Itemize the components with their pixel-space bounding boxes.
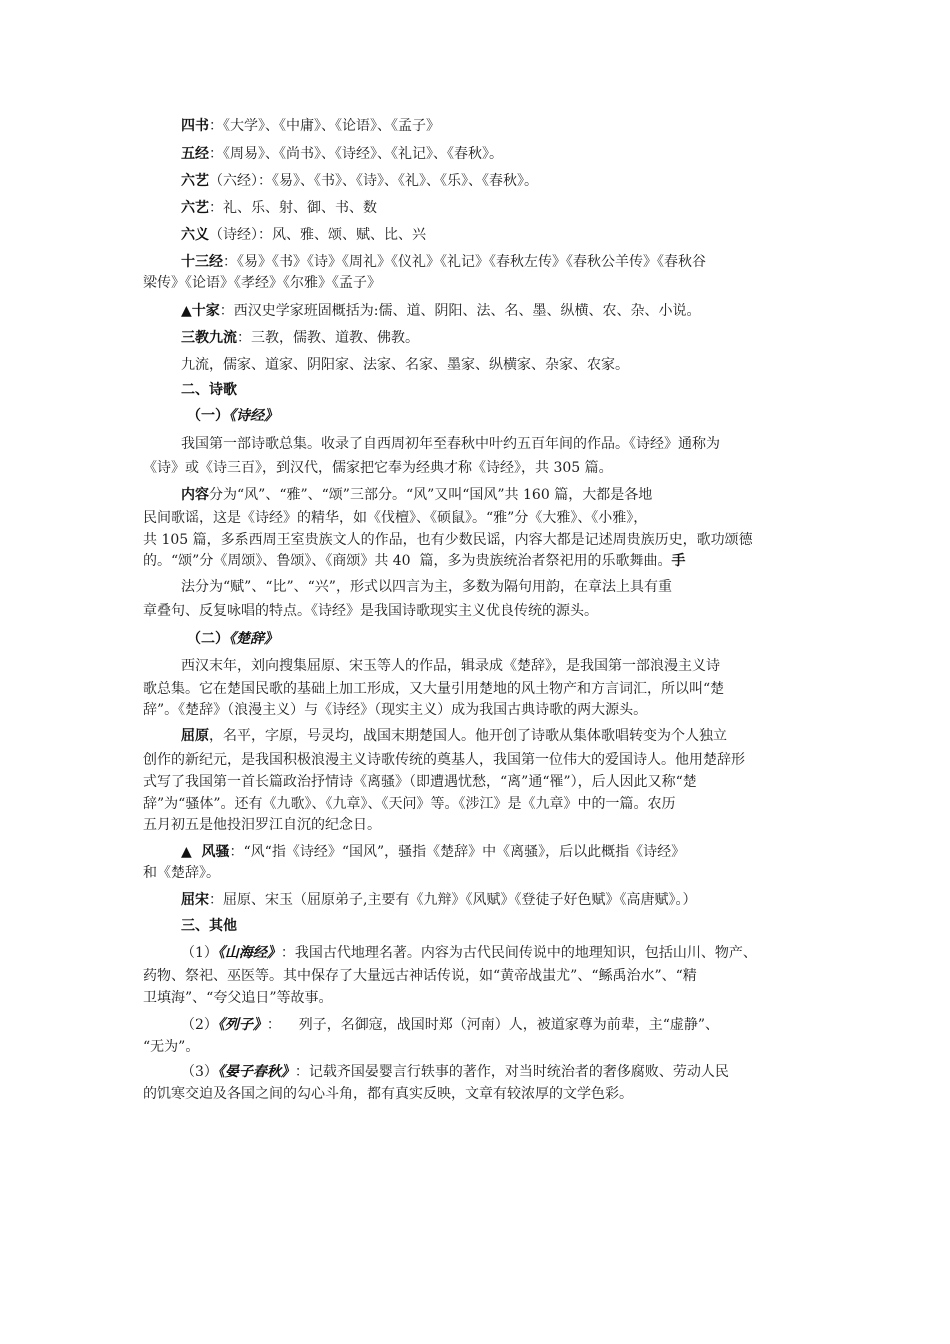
line-wujing: 五经：《周易》、《尚书》、《诗经》、《礼记》、《春秋》。 — [181, 146, 503, 162]
section-heading-others: 三、其他 — [181, 918, 237, 934]
para-quyuan-1: 屈原，名平，字原，号灵均，战国末期楚国人。他开创了诗歌从集体歌唱转变为个人独立 — [181, 728, 727, 744]
para-shijing-1-cont: 《诗》或《诗三百》，到汉代，儒家把它奉为经典才称《诗经》，共 305 篇。 — [143, 460, 613, 476]
item-liezi-2: “无为”。 — [143, 1039, 200, 1055]
para-chuci-1: 西汉末年，刘向搜集屈原、宋玉等人的作品，辑录成《楚辞》，是我国第一部浪漫主义诗 — [181, 658, 720, 674]
para-shijing-content-3: 共 105 篇，多系西周王室贵族文人的作品，也有少数民谣，内容大都是记述周贵族历史，歌功颂德 — [143, 532, 753, 548]
para-qusong: 屈宋：屈原、宋玉（屈原弟子,主要有《九辩》《风赋》《登徒子好色赋》《高唐赋》。） — [181, 892, 697, 908]
line-shisanjing: 十三经：《易》《书》《诗》《周礼》《仪礼》《礼记》《春秋左传》《春秋公羊传》《春秋谷 — [181, 254, 706, 270]
para-fengsao: ▲ 风骚：“风“指《诗经》“国风”，骚指《楚辞》中《离骚》，后以此概指《诗经》 — [181, 844, 686, 860]
item-liezi: （2）《列子》： 列子，名御寇，战国时郑（河南）人，被道家尊为前辈，主“虚静”、 — [181, 1017, 720, 1033]
section-heading-poetry: 二、诗歌 — [181, 382, 237, 398]
para-shijing-content-2: 民间歌谣，这是《诗经》的精华，如《伐檀》、《硕鼠》。“雅”分《大雅》、《小雅》， — [143, 510, 648, 526]
line-sishu: 四书：《大学》、《中庸》、《论语》、《孟子》 — [181, 118, 440, 134]
para-quyuan-2: 创作的新纪元，是我国积极浪漫主义诗歌传统的奠基人，我国第一位伟大的爱国诗人。他用楚辞形 — [143, 752, 745, 768]
item-shanhaijing-2: 药物、祭祀、巫医等。其中保存了大量远古神话传说，如“黄帝战蚩尤”、“鲧禹治水”、“精 — [143, 968, 697, 984]
line-shijia: ▲十家：西汉史学家班固概括为:儒、道、阴阳、法、名、墨、纵横、农、杂、小说。 — [181, 303, 701, 319]
para-chuci-3: 辞”。《楚辞》（浪漫主义）与《诗经》（现实主义）成为我国古典诗歌的两大源头。 — [143, 702, 648, 718]
item-yanzichunqiu: （3）《晏子春秋》：记载齐国晏婴言行轶事的著作，对当时统治者的奢侈腐败、劳动人民 — [181, 1064, 729, 1080]
para-quyuan-4: 辞”为“骚体”。还有《九歌》、《九章》、《天问》等。《涉江》是《九章》中的一篇。农历 — [143, 796, 676, 812]
line-jiuliu: 九流，儒家、道家、阴阳家、法家、名家、墨家、纵横家、杂家、农家。 — [181, 357, 629, 373]
line-liuyi: 六艺：礼、乐、射、御、书、数 — [181, 200, 377, 216]
subheading-chuci: （二）《楚辞》 — [187, 631, 278, 647]
line-liuyi-liujing: 六艺（六经）：《易》、《书》、《诗》、《礼》、《乐》、《春秋》。 — [181, 173, 538, 189]
para-fengsao-cont: 和《楚辞》。 — [143, 865, 220, 881]
para-shijing-technique-2: 章叠句、反复咏唱的特点。《诗经》是我国诗歌现实主义优良传统的源头。 — [143, 603, 598, 619]
item-shanhaijing: （1）《山海经》：我国古代地理名著。内容为古代民间传说中的地理知识，包括山川、物产、 — [181, 945, 757, 961]
subheading-shijing: （一）《诗经》 — [187, 408, 278, 424]
item-shanhaijing-3: 卫填海”、“夸父追日”等故事。 — [143, 990, 333, 1006]
item-yanzichunqiu-2: 的饥寒交迫及各国之间的勾心斗角，都有真实反映，文章有较浓厚的文学色彩。 — [143, 1086, 633, 1102]
para-shijing-1: 我国第一部诗歌总集。收录了自西周初年至春秋中叶约五百年间的作品。《诗经》通称为 — [181, 436, 720, 452]
para-chuci-2: 歌总集。它在楚国民歌的基础上加工形成，又大量引用楚地的风土物产和方言词汇，所以叫“楚 — [143, 681, 725, 697]
line-shisanjing-cont: 梁传》《论语》《孝经》《尔雅》《孟子》 — [143, 275, 381, 291]
para-shijing-technique: 法分为“赋”、“比”、“兴”，形式以四言为主，多数为隔句用韵，在章法上具有重 — [181, 579, 672, 595]
line-liuyi-shijing: 六义（诗经）：风、雅、颂、赋、比、兴 — [181, 227, 426, 243]
para-shijing-content-4: 的。“颂”分《周颂》、鲁颂》、《商颂》共 40 篇，多为贵族统治者祭祀用的乐歌舞曲。手 — [143, 553, 686, 569]
para-quyuan-3: 式写了我国第一首长篇政治抒情诗《离骚》（即遭遇忧愁，“离”通“罹”），后人因此又称“楚 — [143, 774, 697, 790]
para-shijing-content: 内容分为“风”、“雅”、“颂”三部分。“风”又叫“国风”共 160 篇，大都是各地 — [181, 487, 653, 503]
para-quyuan-5: 五月初五是他投汨罗江自沉的纪念日。 — [143, 817, 381, 833]
line-sanjiao-jiuliu: 三教九流：三教，儒教、道教、佛教。 — [181, 330, 419, 346]
